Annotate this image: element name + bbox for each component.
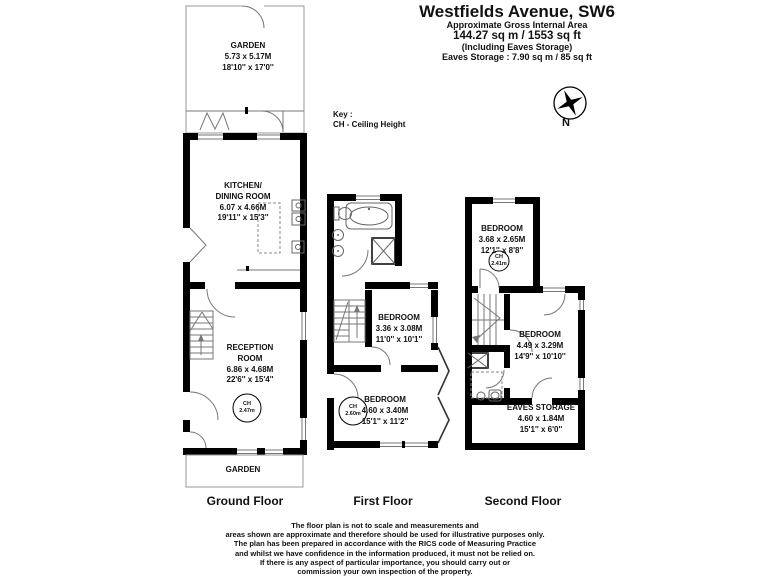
wall (223, 133, 257, 140)
stairs-ground (190, 311, 213, 359)
door-arc (544, 294, 565, 315)
wall (183, 133, 190, 228)
ground-floor-plan (183, 4, 307, 487)
room-name: GARDEN (225, 465, 261, 474)
door-arc (207, 289, 235, 317)
door-arc (334, 374, 358, 398)
disclaimer-line: The plan has been prepared in accordance with the RICS code of Measuring Practice (233, 539, 537, 549)
internal-wall (504, 294, 510, 330)
room-label-bedroom-front-ff (362, 395, 409, 427)
disclaimer (225, 521, 544, 576)
internal-wall (504, 352, 510, 368)
room-name: BEDROOM (378, 313, 420, 322)
floor-label-ground: Ground Floor (206, 494, 284, 508)
room-label-bedroom-rear-sf (479, 224, 526, 256)
side-door (190, 228, 206, 262)
compass-icon (554, 87, 586, 119)
room-metric: 6.86 x 4.68M (226, 364, 274, 374)
appliance-detail (296, 245, 301, 250)
room-imperial: 12'1'' x 8'8'' (480, 245, 524, 255)
ceiling-height-ground (239, 401, 255, 414)
room-metric: 3.36 x 3.08M (375, 323, 423, 333)
internal-wall (327, 365, 381, 372)
room-name: BEDROOM (481, 224, 523, 233)
wall (365, 290, 372, 347)
door-arc (486, 370, 504, 388)
room-name: GARDEN (230, 41, 266, 50)
room-imperial: 15'1'' x 6'0'' (519, 424, 563, 434)
basin-tap (337, 250, 339, 252)
room-metric: 5.73 x 5.17M (224, 51, 272, 61)
garden-gate-arc (242, 6, 264, 28)
room-label-bedroom-mid (376, 313, 423, 345)
room-metric: 6.07 x 4.66M (219, 202, 267, 212)
basin-tap (337, 234, 339, 236)
wall (283, 448, 307, 455)
room-name: DINING ROOM (215, 191, 271, 201)
room-name: BEDROOM (364, 395, 406, 404)
ch-label: CH (349, 404, 357, 410)
room-label-rear-garden (222, 41, 273, 73)
area-line-1: Approximate Gross Internal Area (446, 20, 588, 30)
ch-value: 2.47m (239, 407, 255, 414)
room-imperial: 14'9'' x 10'10'' (514, 351, 566, 361)
floor-label-first: First Floor (353, 494, 413, 508)
room-label-eaves-storage (507, 403, 575, 435)
wall (300, 133, 307, 312)
internal-wall (235, 282, 300, 289)
toilet-inner (491, 392, 499, 399)
area-line-4: Eaves Storage : 7.90 sq m / 85 sq ft (441, 52, 593, 62)
room-imperial: 22'6'' x 15'4'' (226, 375, 274, 385)
wall (431, 343, 438, 350)
wall (257, 448, 265, 455)
room-imperial: 15'1'' x 11'2'' (361, 416, 409, 426)
ceiling-height-second (491, 254, 507, 267)
room-label-bedroom-front-sf (514, 330, 565, 362)
room-label-kitchen (215, 181, 270, 224)
wall (183, 420, 190, 432)
wall (578, 310, 585, 378)
room-metric: 4.60 x 1.84M (517, 413, 565, 423)
ch-label: CH (495, 254, 503, 260)
wall (578, 286, 585, 300)
door-arc (190, 392, 218, 420)
page-title: Westfields Avenue, SW6 (419, 2, 615, 21)
wall (533, 197, 540, 286)
key-title: Key : (333, 110, 353, 119)
ch-value: 2.60m (345, 410, 361, 417)
room-name: ROOM (237, 353, 263, 363)
wall (327, 194, 334, 374)
floor-label-second: Second Floor (484, 494, 562, 508)
wall (365, 282, 410, 289)
room-label-reception (226, 343, 273, 386)
key-entry: CH - Ceiling Height (333, 120, 406, 129)
door-arc (480, 269, 499, 288)
room-name: EAVES STORAGE (506, 403, 576, 412)
room-imperial: 19'11'' x 15'3'' (217, 213, 269, 223)
wall (428, 282, 438, 289)
disclaimer-line: commission your own inspection of the property. (297, 567, 473, 576)
wall (395, 194, 402, 266)
room-metric: 4.60 x 3.40M (361, 405, 409, 415)
door-arc (190, 432, 206, 448)
room-label-front-garden (226, 465, 261, 476)
ceiling-height-first (345, 404, 361, 417)
room-metric: 4.49 x 3.29M (516, 340, 564, 350)
ensuite-dashed (471, 372, 502, 398)
area-line-3: (Including Eaves Storage) (461, 42, 573, 52)
room-imperial: 18'10'' x 17'0'' (222, 62, 274, 72)
room-name: RECEPTION (226, 343, 274, 352)
wall-tick (246, 266, 249, 271)
wall (327, 441, 380, 448)
room-name: KITCHEN/ (224, 181, 262, 190)
area-line-2: 144.27 sq m / 1553 sq ft (453, 30, 581, 42)
stairs-first (334, 300, 365, 342)
disclaimer-line: The floor plan is not to scale and measurements and (291, 521, 479, 530)
internal-wall (499, 286, 543, 293)
ch-value: 2.41m (491, 260, 507, 267)
room-name: BEDROOM (519, 330, 561, 339)
internal-wall (465, 286, 478, 293)
bay-window (438, 397, 449, 443)
internal-wall (401, 365, 438, 372)
wall (465, 197, 472, 450)
ch-label: CH (243, 401, 251, 407)
wall-tick (402, 441, 405, 448)
room-metric: 3.68 x 2.65M (478, 234, 526, 244)
bathtub-tap (368, 208, 370, 210)
wall (428, 441, 438, 448)
disclaimer-line: and whilst we have confidence in the information produced, it must not be relied on. (234, 548, 536, 558)
wall-tick (245, 107, 248, 114)
internal-wall (190, 282, 205, 289)
door-arc (532, 378, 552, 398)
wall (183, 262, 190, 392)
stairs-arrow (472, 335, 480, 343)
garden-steps-zigzag (200, 113, 229, 130)
wall (465, 443, 585, 450)
wall (300, 340, 307, 418)
door-arc (342, 250, 368, 276)
toilet (339, 208, 352, 220)
compass-north-label: N (562, 117, 570, 129)
disclaimer-line: areas shown are approximate and therefore should be used for illustrative purposes only. (225, 530, 545, 540)
rear-door-arc (262, 111, 283, 132)
internal-wall (465, 345, 510, 352)
wall (183, 448, 237, 455)
wall (431, 290, 438, 317)
bay-window (438, 347, 449, 395)
disclaimer-line: If there is any aspect of particular importance, you should carry out or (259, 557, 511, 567)
room-imperial: 11'0'' x 10'1'' (375, 334, 423, 344)
door-arc (372, 347, 390, 365)
